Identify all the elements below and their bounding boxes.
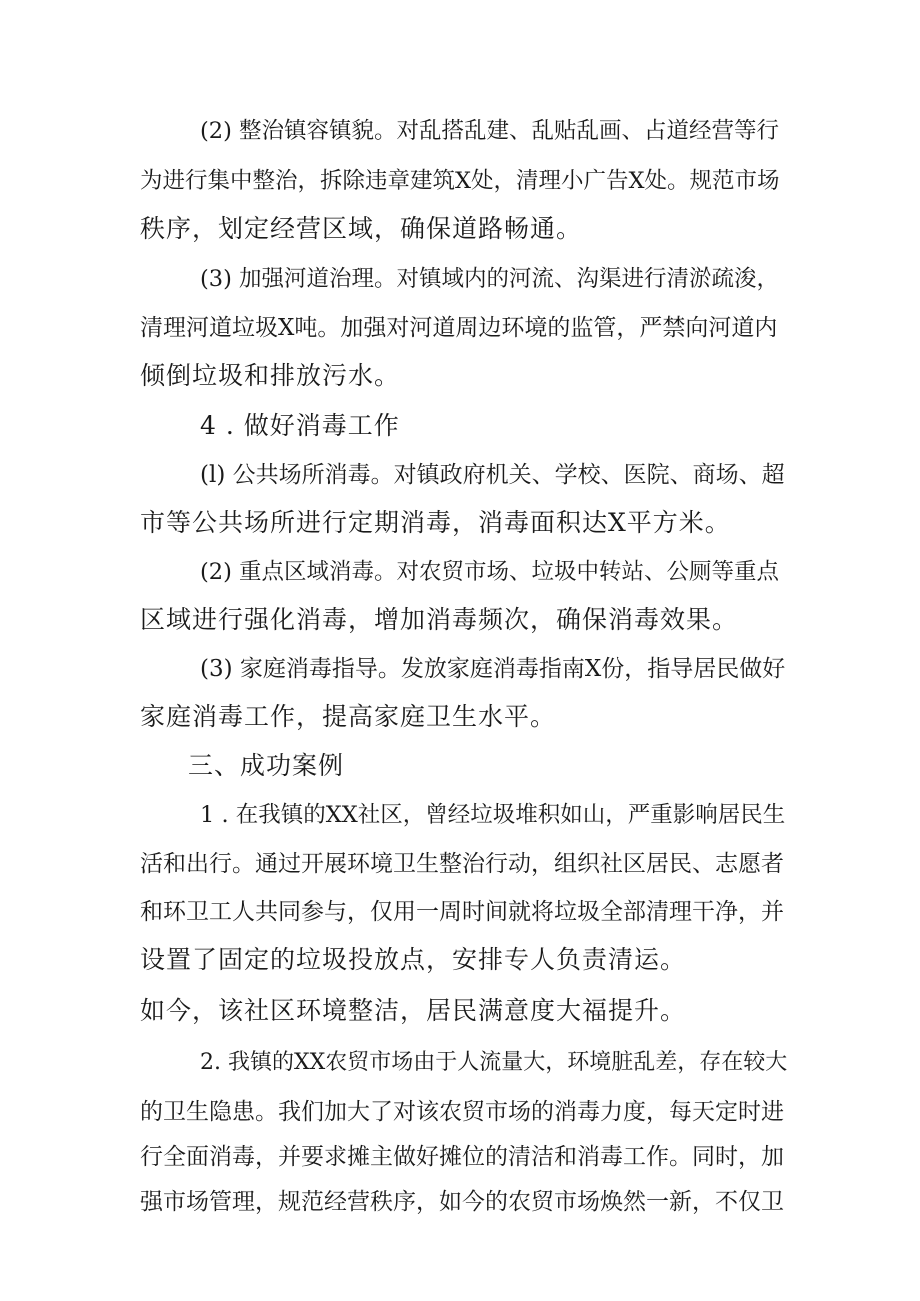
- subheading-disinfection: 4 . 做好消毒工作: [200, 411, 400, 440]
- text-line: 1 . 在我镇的XX社区，曾经垃圾堆积如山，严重影响居民生: [200, 802, 786, 828]
- text-line: 秩序，划定经营区域，确保道路畅通。: [140, 214, 583, 243]
- text-line: 倾倒垃圾和排放污水。: [140, 361, 401, 390]
- text-line: 行全面消毒，并要求摊主做好摊位的清洁和消毒工作。同时，加: [140, 1144, 784, 1170]
- text-line: (3) 家庭消毒指导。发放家庭消毒指南X份，指导居民做好: [200, 656, 786, 682]
- text-line: 区域进行强化消毒，增加消毒频次，确保消毒效果。: [140, 605, 739, 634]
- text-line: (2) 整治镇容镇貌。对乱搭乱建、乱贴乱画、占道经营等行: [200, 118, 780, 144]
- text-line: 活和出行。通过开展环境卫生整治行动，组织社区居民、志愿者: [140, 851, 784, 877]
- text-line: 为进行集中整治，拆除违章建筑X处，清理小广告X处。规范市场: [140, 168, 780, 194]
- section-heading-success-cases: 三、成功案例: [188, 751, 345, 780]
- text-line: 强市场管理，规范经营秩序，如今的农贸市场焕然一新，不仅卫: [140, 1189, 784, 1215]
- text-line: (l) 公共场所消毒。对镇政府机关、学校、医院、商场、超: [200, 462, 785, 488]
- text-line: 和环卫工人共同参与，仅用一周时间就将垃圾全部清理干净，并: [140, 899, 784, 925]
- text-line: 设置了固定的垃圾投放点，安排专人负责清运。: [140, 945, 687, 974]
- text-line: 清理河道垃圾X吨。加强对河道周边环境的监管，严禁向河道内: [140, 315, 778, 341]
- text-line: 的卫生隐患。我们加大了对该农贸市场的消毒力度，每天定时进: [140, 1099, 784, 1125]
- text-line: (3) 加强河道治理。对镇域内的河流、沟渠进行清淤疏浚，: [200, 266, 780, 292]
- text-line: (2) 重点区域消毒。对农贸市场、垃圾中转站、公厕等重点: [200, 559, 780, 585]
- paragraph-case-community-result: 如今，该社区环境整洁，居民满意度大福提升。: [140, 996, 687, 1025]
- text-line: 市等公共场所进行定期消毒，消毒面积达X平方米。: [140, 508, 731, 537]
- text-line: 家庭消毒工作，提高家庭卫生水平。: [140, 702, 557, 731]
- text-line: 2. 我镇的XX农贸市场由于人流量大，环境脏乱差，存在较大: [200, 1050, 788, 1075]
